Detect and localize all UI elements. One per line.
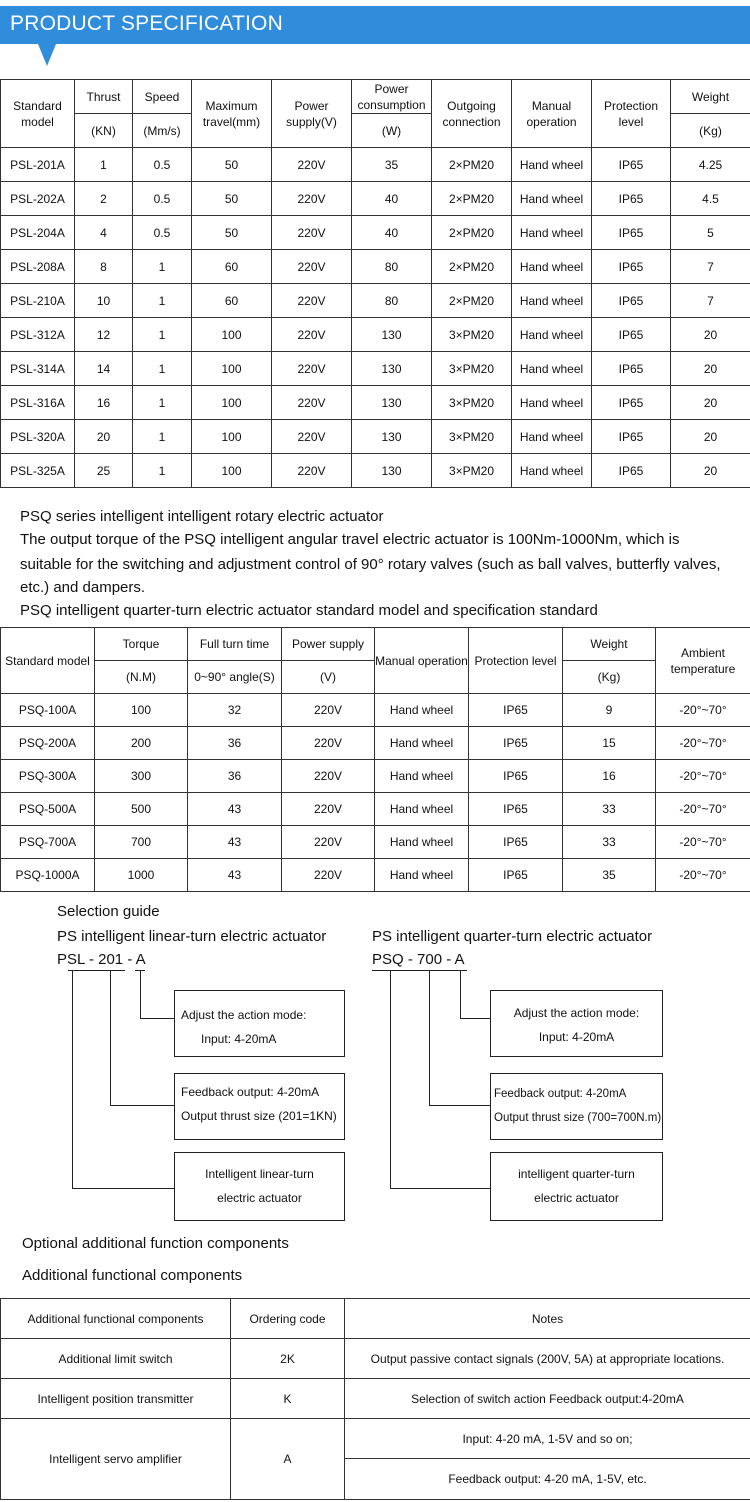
cell-consumption: 130 bbox=[352, 386, 432, 420]
header-weight: Weight bbox=[671, 80, 750, 114]
cell-torque: 100 bbox=[95, 694, 188, 727]
cell-torque: 700 bbox=[95, 826, 188, 859]
header-full-turn-time: Full turn time bbox=[188, 628, 282, 661]
selection-right-code: PSQ - 700 - A bbox=[372, 951, 465, 968]
component-name: Intelligent servo amplifier bbox=[1, 1419, 231, 1500]
component-notes: Output passive contact signals (200V, 5A) at appropriate locations. bbox=[345, 1339, 750, 1379]
cell-power: 220V bbox=[272, 216, 352, 250]
cell-connection: 2×PM20 bbox=[432, 182, 512, 216]
cell-power: 220V bbox=[272, 386, 352, 420]
cell-power: 220V bbox=[272, 148, 352, 182]
cell-connection: 2×PM20 bbox=[432, 284, 512, 318]
cell-protection: IP65 bbox=[469, 859, 563, 892]
psq-table-title: PSQ intelligent quarter-turn electric actuator standard model and specification standard bbox=[20, 602, 598, 619]
cell-manual: Hand wheel bbox=[375, 760, 469, 793]
cell-model: PSL-202A bbox=[1, 182, 75, 216]
cell-protection: IP65 bbox=[592, 284, 671, 318]
cell-ambient: -20°~70° bbox=[656, 760, 750, 793]
header-manual-operation: Manual operation bbox=[512, 80, 592, 148]
cell-weight: 33 bbox=[563, 826, 656, 859]
cell-power: 220V bbox=[282, 826, 375, 859]
cell-connection: 2×PM20 bbox=[432, 216, 512, 250]
cell-consumption: 40 bbox=[352, 182, 432, 216]
cell-travel: 100 bbox=[192, 352, 272, 386]
cell-speed: 0.5 bbox=[133, 182, 192, 216]
cell-travel: 50 bbox=[192, 216, 272, 250]
cell-power: 220V bbox=[272, 352, 352, 386]
psl-table-body bbox=[1, 148, 750, 488]
optional-components-title: Optional additional function components bbox=[22, 1235, 289, 1252]
cell-ambient: -20°~70° bbox=[656, 727, 750, 760]
cell-thrust: 14 bbox=[75, 352, 133, 386]
table-row bbox=[1, 182, 750, 216]
box-text: Feedback output: 4-20mA bbox=[181, 1085, 320, 1099]
header-power-consumption: Power consumption bbox=[352, 80, 432, 114]
cell-connection: 3×PM20 bbox=[432, 420, 512, 454]
table-row bbox=[1, 386, 750, 420]
cell-travel: 100 bbox=[192, 420, 272, 454]
psq-description-line-2: suitable for the switching and adjustment control of 90° rotary valves (such as ball valves, butterfly valves, bbox=[20, 556, 721, 573]
cell-manual: Hand wheel bbox=[375, 694, 469, 727]
ordering-code: A bbox=[231, 1419, 345, 1500]
table-row bbox=[1, 148, 750, 182]
cell-thrust: 12 bbox=[75, 318, 133, 352]
cell-protection: IP65 bbox=[592, 454, 671, 488]
psq-description-line-1: The output torque of the PSQ intelligent angular travel electric actuator is 100Nm-1000Nm, which is bbox=[20, 531, 680, 548]
cell-protection: IP65 bbox=[469, 826, 563, 859]
table-row bbox=[1, 318, 750, 352]
cell-consumption: 80 bbox=[352, 284, 432, 318]
cell-speed: 1 bbox=[133, 284, 192, 318]
cell-manual: Hand wheel bbox=[512, 250, 592, 284]
cell-power: 220V bbox=[272, 182, 352, 216]
connector-line bbox=[372, 970, 467, 971]
cell-torque: 200 bbox=[95, 727, 188, 760]
component-name: Intelligent position transmitter bbox=[1, 1379, 231, 1419]
left-feedback-box bbox=[174, 1073, 345, 1140]
psl-spec-table bbox=[0, 79, 750, 488]
header-thrust-unit: (KN) bbox=[75, 114, 133, 148]
cell-connection: 2×PM20 bbox=[432, 148, 512, 182]
cell-model: PSQ-500A bbox=[1, 793, 95, 826]
header-weight-unit: (Kg) bbox=[671, 114, 750, 148]
box-text: Input: 4-20mA bbox=[538, 1030, 615, 1044]
cell-power: 220V bbox=[282, 727, 375, 760]
cell-manual: Hand wheel bbox=[512, 420, 592, 454]
table-row bbox=[1, 793, 750, 826]
cell-thrust: 1 bbox=[75, 148, 133, 182]
cell-thrust: 2 bbox=[75, 182, 133, 216]
cell-consumption: 80 bbox=[352, 250, 432, 284]
cell-model: PSQ-700A bbox=[1, 826, 95, 859]
cell-consumption: 130 bbox=[352, 420, 432, 454]
cell-protection: IP65 bbox=[592, 386, 671, 420]
cell-manual: Hand wheel bbox=[512, 454, 592, 488]
connector-line bbox=[460, 1018, 490, 1019]
cell-thrust: 25 bbox=[75, 454, 133, 488]
cell-consumption: 40 bbox=[352, 216, 432, 250]
cell-thrust: 8 bbox=[75, 250, 133, 284]
header-weight: Weight bbox=[563, 628, 656, 661]
cell-model: PSL-320A bbox=[1, 420, 75, 454]
box-text: intelligent quarter-turn bbox=[518, 1167, 635, 1181]
table-row bbox=[1, 284, 750, 318]
cell-manual: Hand wheel bbox=[375, 859, 469, 892]
cell-travel: 50 bbox=[192, 182, 272, 216]
cell-protection: IP65 bbox=[592, 318, 671, 352]
table-row bbox=[1, 216, 750, 250]
cell-protection: IP65 bbox=[592, 182, 671, 216]
component-notes: Selection of switch action Feedback output:4-20mA bbox=[345, 1379, 750, 1419]
psq-spec-table bbox=[0, 627, 750, 892]
connector-line bbox=[390, 970, 391, 1189]
ordering-code: K bbox=[231, 1379, 345, 1419]
cell-manual: Hand wheel bbox=[375, 826, 469, 859]
cell-power: 220V bbox=[272, 420, 352, 454]
header-torque-unit: (N.M) bbox=[95, 661, 188, 694]
cell-consumption: 130 bbox=[352, 318, 432, 352]
ordering-code: 2K bbox=[231, 1339, 345, 1379]
header-banner bbox=[0, 0, 750, 50]
selection-right-heading: PS intelligent quarter-turn electric actuator bbox=[372, 928, 653, 945]
cell-weight: 20 bbox=[671, 454, 750, 488]
cell-torque: 1000 bbox=[95, 859, 188, 892]
cell-protection: IP65 bbox=[592, 420, 671, 454]
cell-model: PSQ-1000A bbox=[1, 859, 95, 892]
cell-thrust: 20 bbox=[75, 420, 133, 454]
cell-thrust: 4 bbox=[75, 216, 133, 250]
cell-time: 43 bbox=[188, 826, 282, 859]
cell-model: PSL-210A bbox=[1, 284, 75, 318]
cell-connection: 3×PM20 bbox=[432, 318, 512, 352]
cell-torque: 300 bbox=[95, 760, 188, 793]
cell-protection: IP65 bbox=[592, 216, 671, 250]
cell-model: PSL-204A bbox=[1, 216, 75, 250]
box-text: Adjust the action mode: bbox=[513, 1006, 640, 1020]
cell-travel: 100 bbox=[192, 386, 272, 420]
cell-model: PSL-312A bbox=[1, 318, 75, 352]
table-row bbox=[1, 727, 750, 760]
cell-ambient: -20°~70° bbox=[656, 694, 750, 727]
table-row bbox=[1, 420, 750, 454]
cell-weight: 15 bbox=[563, 727, 656, 760]
cell-connection: 3×PM20 bbox=[432, 386, 512, 420]
cell-weight: 20 bbox=[671, 386, 750, 420]
connector-line bbox=[72, 1188, 174, 1189]
cell-protection: IP65 bbox=[469, 793, 563, 826]
header-speed: Speed bbox=[133, 80, 192, 114]
selection-left-code: PSL - 201 - A bbox=[57, 951, 146, 968]
cell-connection: 3×PM20 bbox=[432, 454, 512, 488]
cell-weight: 35 bbox=[563, 859, 656, 892]
cell-model: PSL-316A bbox=[1, 386, 75, 420]
box-text: Adjust the action mode: bbox=[181, 1008, 307, 1022]
cell-thrust: 16 bbox=[75, 386, 133, 420]
component-name: Additional limit switch bbox=[1, 1339, 231, 1379]
cell-weight: 16 bbox=[563, 760, 656, 793]
banner-arrow-icon bbox=[38, 44, 56, 66]
connector-line bbox=[140, 970, 141, 1018]
cell-protection: IP65 bbox=[592, 250, 671, 284]
cell-model: PSL-208A bbox=[1, 250, 75, 284]
cell-weight: 7 bbox=[671, 250, 750, 284]
table-row bbox=[1, 250, 750, 284]
cell-time: 43 bbox=[188, 859, 282, 892]
banner-underline bbox=[0, 38, 750, 41]
header-protection-level: Protection level bbox=[592, 80, 671, 148]
header-standard-model: Standard model bbox=[1, 80, 75, 148]
cell-model: PSL-325A bbox=[1, 454, 75, 488]
cell-weight: 7 bbox=[671, 284, 750, 318]
cell-power: 220V bbox=[272, 454, 352, 488]
cell-connection: 2×PM20 bbox=[432, 250, 512, 284]
cell-consumption: 130 bbox=[352, 454, 432, 488]
header-ambient-temperature: Ambient temperature bbox=[656, 628, 750, 694]
cell-speed: 1 bbox=[133, 352, 192, 386]
box-text: electric actuator bbox=[534, 1191, 619, 1205]
cell-weight: 20 bbox=[671, 420, 750, 454]
cell-model: PSQ-200A bbox=[1, 727, 95, 760]
box-text: Output thrust size (700=700N.m) bbox=[494, 1112, 662, 1124]
cell-protection: IP65 bbox=[469, 727, 563, 760]
connector-line bbox=[140, 1018, 174, 1019]
cell-power: 220V bbox=[282, 760, 375, 793]
table-row bbox=[1, 760, 750, 793]
right-action-mode-box bbox=[490, 990, 663, 1057]
left-action-mode-box bbox=[174, 990, 345, 1057]
header-torque: Torque bbox=[95, 628, 188, 661]
box-text: Input: 4-20mA bbox=[201, 1032, 277, 1046]
cell-speed: 1 bbox=[133, 386, 192, 420]
cell-travel: 100 bbox=[192, 454, 272, 488]
cell-power: 220V bbox=[282, 793, 375, 826]
cell-weight: 5 bbox=[671, 216, 750, 250]
cell-power: 220V bbox=[282, 859, 375, 892]
cell-travel: 60 bbox=[192, 284, 272, 318]
header-thrust: Thrust bbox=[75, 80, 133, 114]
cell-manual: Hand wheel bbox=[512, 148, 592, 182]
cell-manual: Hand wheel bbox=[512, 182, 592, 216]
cell-power: 220V bbox=[272, 318, 352, 352]
cell-ambient: -20°~70° bbox=[656, 793, 750, 826]
table-row bbox=[1, 352, 750, 386]
additional-components-table bbox=[0, 1298, 750, 1500]
table-row bbox=[1, 454, 750, 488]
header-consumption-unit: (W) bbox=[352, 114, 432, 148]
cell-speed: 1 bbox=[133, 420, 192, 454]
cell-weight: 4.5 bbox=[671, 182, 750, 216]
header-power-unit: (V) bbox=[282, 661, 375, 694]
cell-travel: 50 bbox=[192, 148, 272, 182]
header-manual-operation: Manual operation bbox=[375, 628, 469, 694]
cell-manual: Hand wheel bbox=[512, 352, 592, 386]
box-text: Intelligent linear-turn bbox=[205, 1167, 314, 1181]
cell-model: PSQ-300A bbox=[1, 760, 95, 793]
cell-travel: 60 bbox=[192, 250, 272, 284]
psq-series-title: PSQ series intelligent intelligent rotary electric actuator bbox=[20, 508, 384, 525]
cell-time: 43 bbox=[188, 793, 282, 826]
header-ordering-code: Ordering code bbox=[231, 1299, 345, 1339]
cell-protection: IP65 bbox=[592, 148, 671, 182]
cell-connection: 3×PM20 bbox=[432, 352, 512, 386]
connector-line bbox=[110, 970, 111, 1106]
cell-weight: 4.25 bbox=[671, 148, 750, 182]
box-text: Output thrust size (201=1KN) bbox=[181, 1109, 337, 1123]
header-speed-unit: (Mm/s) bbox=[133, 114, 192, 148]
page-title: PRODUCT SPECIFICATION bbox=[10, 12, 283, 35]
header-time-unit: 0~90° angle(S) bbox=[188, 661, 282, 694]
header-power-supply: Power supply(V) bbox=[272, 80, 352, 148]
cell-protection: IP65 bbox=[469, 694, 563, 727]
cell-weight: 20 bbox=[671, 352, 750, 386]
selection-guide-title: Selection guide bbox=[57, 903, 160, 920]
cell-speed: 0.5 bbox=[133, 216, 192, 250]
component-notes: Input: 4-20 mA, 1-5V and so on; bbox=[345, 1419, 750, 1459]
psq-table-body bbox=[1, 694, 750, 892]
cell-time: 36 bbox=[188, 727, 282, 760]
component-notes: Feedback output: 4-20 mA, 1-5V, etc. bbox=[345, 1459, 750, 1500]
table-row bbox=[1, 694, 750, 727]
cell-model: PSQ-100A bbox=[1, 694, 95, 727]
cell-consumption: 35 bbox=[352, 148, 432, 182]
right-actuator-box bbox=[490, 1152, 663, 1221]
header-notes: Notes bbox=[345, 1299, 750, 1339]
cell-model: PSL-314A bbox=[1, 352, 75, 386]
cell-time: 32 bbox=[188, 694, 282, 727]
psq-description-line-3: etc.) and dampers. bbox=[20, 579, 146, 596]
left-actuator-box bbox=[174, 1152, 345, 1221]
right-feedback-box bbox=[490, 1073, 663, 1140]
cell-time: 36 bbox=[188, 760, 282, 793]
box-text: electric actuator bbox=[217, 1191, 302, 1205]
table-row bbox=[1, 859, 750, 892]
cell-model: PSL-201A bbox=[1, 148, 75, 182]
header-component: Additional functional components bbox=[1, 1299, 231, 1339]
table-row bbox=[1, 826, 750, 859]
connector-line bbox=[429, 970, 430, 1106]
header-protection-level: Protection level bbox=[469, 628, 563, 694]
cell-travel: 100 bbox=[192, 318, 272, 352]
cell-ambient: -20°~70° bbox=[656, 859, 750, 892]
connector-line bbox=[110, 1105, 174, 1106]
connector-line bbox=[460, 970, 461, 1018]
cell-weight: 9 bbox=[563, 694, 656, 727]
header-weight-unit: (Kg) bbox=[563, 661, 656, 694]
header-max-travel: Maximum travel(mm) bbox=[192, 80, 272, 148]
cell-consumption: 130 bbox=[352, 352, 432, 386]
header-outgoing-connection: Outgoing connection bbox=[432, 80, 512, 148]
cell-protection: IP65 bbox=[592, 352, 671, 386]
cell-weight: 20 bbox=[671, 318, 750, 352]
cell-torque: 500 bbox=[95, 793, 188, 826]
box-text: Feedback output: 4-20mA bbox=[494, 1088, 627, 1100]
cell-speed: 0.5 bbox=[133, 148, 192, 182]
cell-manual: Hand wheel bbox=[512, 386, 592, 420]
cell-power: 220V bbox=[272, 250, 352, 284]
cell-power: 220V bbox=[272, 284, 352, 318]
cell-weight: 33 bbox=[563, 793, 656, 826]
cell-power: 220V bbox=[282, 694, 375, 727]
cell-manual: Hand wheel bbox=[512, 318, 592, 352]
cell-manual: Hand wheel bbox=[512, 284, 592, 318]
additional-components-subtitle: Additional functional components bbox=[22, 1267, 243, 1284]
connector-line bbox=[429, 1105, 490, 1106]
connector-line bbox=[72, 970, 73, 1189]
cell-ambient: -20°~70° bbox=[656, 826, 750, 859]
cell-thrust: 10 bbox=[75, 284, 133, 318]
cell-protection: IP65 bbox=[469, 760, 563, 793]
cell-manual: Hand wheel bbox=[375, 727, 469, 760]
cell-manual: Hand wheel bbox=[375, 793, 469, 826]
cell-speed: 1 bbox=[133, 250, 192, 284]
cell-speed: 1 bbox=[133, 318, 192, 352]
cell-speed: 1 bbox=[133, 454, 192, 488]
header-power-supply: Power supply bbox=[282, 628, 375, 661]
connector-line bbox=[390, 1188, 490, 1189]
header-standard-model: Standard model bbox=[1, 628, 95, 694]
cell-manual: Hand wheel bbox=[512, 216, 592, 250]
selection-left-heading: PS intelligent linear-turn electric actuator bbox=[57, 928, 327, 945]
